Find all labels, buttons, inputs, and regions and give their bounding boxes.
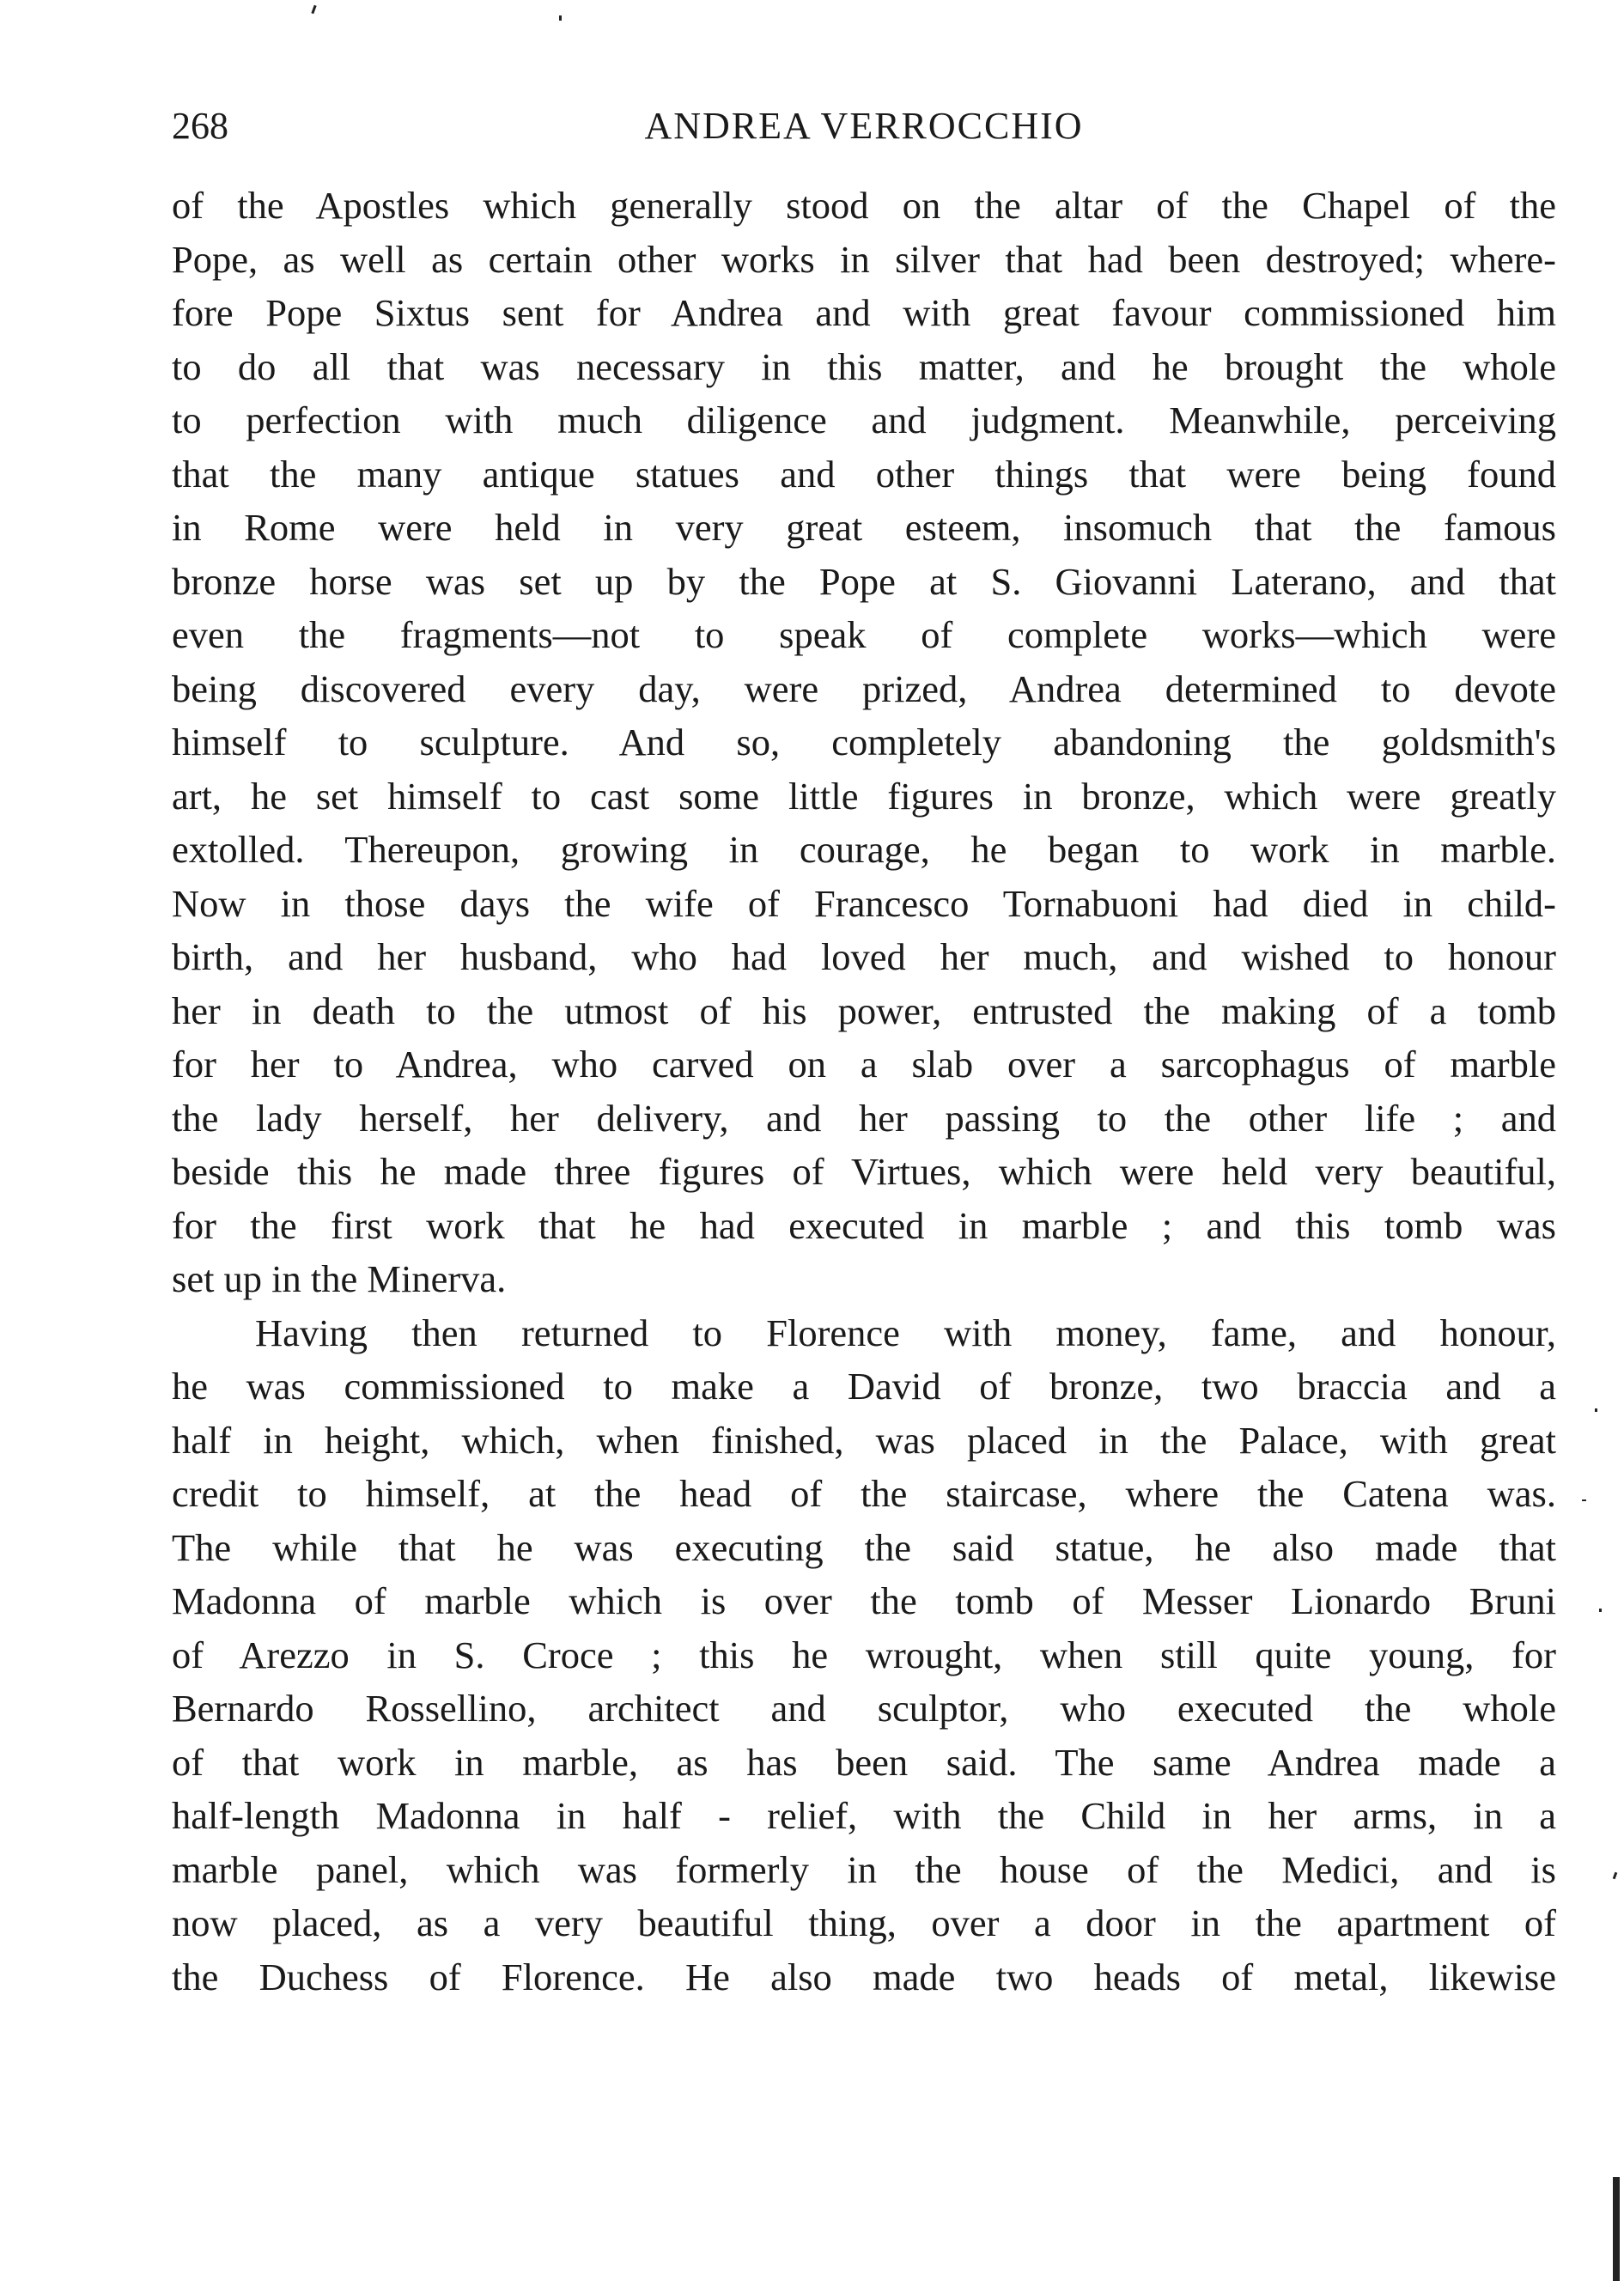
running-title: ANDREA VERROCCHIO: [644, 105, 1084, 147]
text-line: for her to Andrea, who carved on a slab over a sarcophagus of marble: [172, 1043, 1556, 1086]
scan-speck: [311, 5, 316, 14]
text-line: himself to sculpture. And so, completely abandoning the goldsmith's: [172, 721, 1556, 763]
text-line: he was commissioned to make a David of bronze, two braccia and a: [172, 1365, 1556, 1408]
text-line: of Arezzo in S. Croce ; this he wrought, when still quite young, for: [172, 1633, 1556, 1676]
text-line: her in death to the utmost of his power, entrusted the making of a tomb: [172, 988, 1556, 1032]
text-line: Bernardo Rossellino, architect and sculptor, who executed the whole: [172, 1687, 1556, 1730]
text-line: bronze horse was set up by the Pope at S. Giovanni Laterano, and that: [172, 559, 1556, 603]
scan-speck: [1613, 1872, 1618, 1880]
page-header: [172, 96, 1556, 156]
text-line: art, he set himself to cast some little figures in bronze, which were greatly: [172, 774, 1556, 818]
text-line-paragraph-start: Having then returned to Florence with money, fame, and honour,: [255, 1311, 1556, 1354]
text-line: the lady herself, her delivery, and her passing to the other life ; and: [172, 1096, 1556, 1140]
scan-speck: [1599, 1609, 1602, 1612]
text-line: half-length Madonna in half - relief, with the Child in her arms, in a: [172, 1794, 1556, 1837]
text-line: of that work in marble, as has been said. The same Andrea made a: [172, 1740, 1556, 1784]
text-line: in Rome were held in very great esteem, insomuch that the famous: [172, 506, 1556, 549]
scan-speck: [1582, 1499, 1586, 1501]
page-edge-mark: [1613, 2177, 1620, 2281]
text-line: marble panel, which was formerly in the house of the Medici, and is: [172, 1847, 1556, 1891]
text-line: to do all that was necessary in this matter, and he brought the whole: [172, 344, 1556, 388]
scan-speck: [559, 15, 562, 21]
text-line: credit to himself, at the head of the staircase, where the Catena was.: [172, 1472, 1556, 1515]
text-line: that the many antique statues and other things that were being found: [172, 452, 1556, 496]
text-line: beside this he made three figures of Virtues, which were held very beautiful,: [172, 1150, 1556, 1193]
scan-speck: [1595, 1408, 1597, 1412]
body-text: [172, 179, 1556, 2004]
text-line: of the Apostles which generally stood on the altar of the Chapel of the: [172, 184, 1556, 227]
text-line: half in height, which, when finished, was placed in the Palace, with great: [172, 1418, 1556, 1462]
text-line: for the first work that he had executed in marble ; and this tomb was: [172, 1203, 1556, 1247]
page-number: 268: [172, 105, 228, 147]
text-line: fore Pope Sixtus sent for Andrea and with great favour commissioned him: [172, 291, 1556, 334]
text-line: The while that he was executing the said statue, he also made that: [172, 1525, 1556, 1569]
text-line: Pope, as well as certain other works in silver that had been destroyed; where-: [172, 237, 1556, 281]
text-line: Madonna of marble which is over the tomb of Messer Lionardo Bruni: [172, 1579, 1556, 1622]
text-line: even the fragments—not to speak of complete works—which were: [172, 613, 1556, 656]
text-line: being discovered every day, were prized, Andrea determined to devote: [172, 666, 1556, 710]
text-line-paragraph-end: set up in the Minerva.: [172, 1257, 507, 1300]
text-line: birth, and her husband, who had loved her much, and wished to honour: [172, 935, 1556, 978]
text-line: to perfection with much diligence and judgment. Meanwhile, perceiving: [172, 398, 1556, 441]
text-line: now placed, as a very beautiful thing, over a door in the apartment of: [172, 1901, 1556, 1944]
text-line: extolled. Thereupon, growing in courage, he began to work in marble.: [172, 828, 1556, 871]
text-line: the Duchess of Florence. He also made two heads of metal, likewise: [172, 1955, 1556, 1998]
text-line: Now in those days the wife of Francesco Tornabuoni had died in child-: [172, 881, 1556, 925]
